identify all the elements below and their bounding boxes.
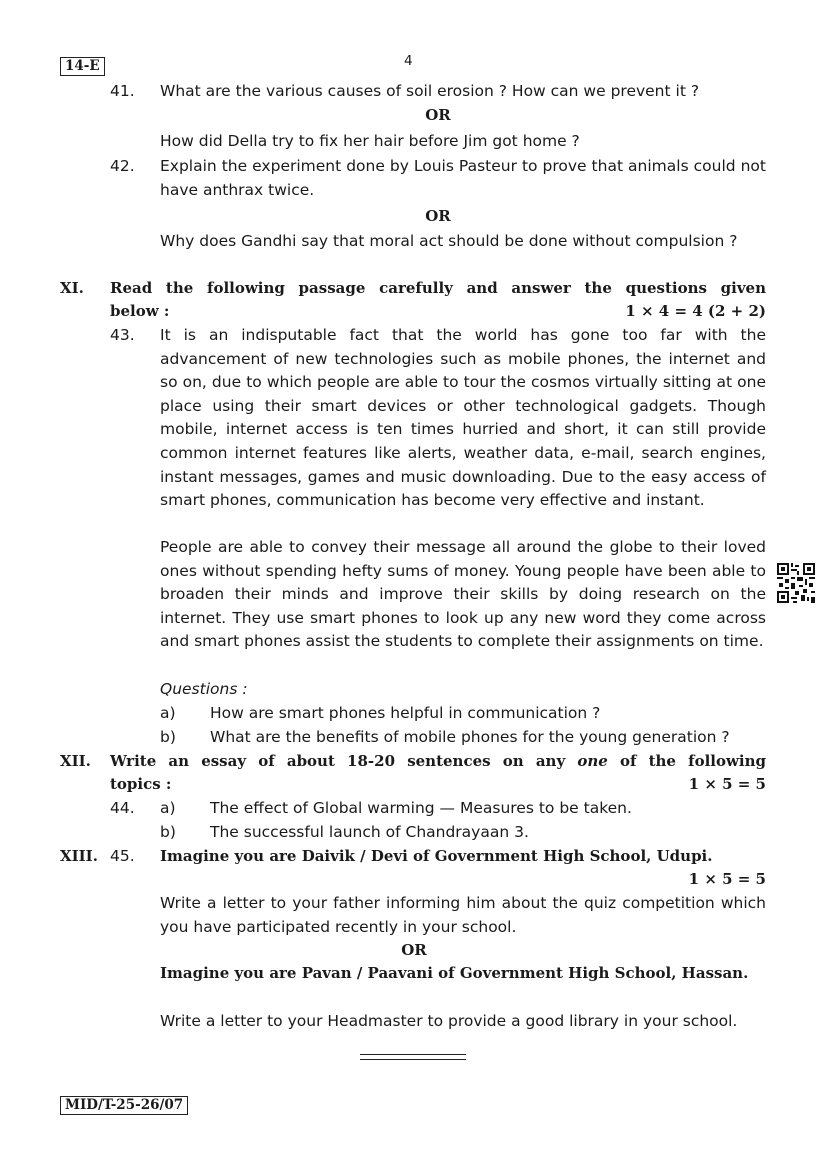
question-43-a-text: How are smart phones helpful in communication ? — [210, 704, 601, 722]
passage-paragraph-2: People are able to convey their message all around the globe to their loved ones without spending hefty sums of money. Young people have been able to broaden their minds and improve their skills by doing research on the internet. They use smart phones to look up any new word they come across and smart phones assist the students to complete their assignments on time. — [160, 538, 766, 651]
section-xii-instruction-cont: topics : — [110, 775, 172, 793]
q41-or: OR — [425, 106, 451, 124]
question-42-alternative: Why does Gandhi say that moral act should be done without compulsion ? — [160, 232, 738, 250]
question-45-task-2: Write a letter to your Headmaster to provide a good library in your school. — [160, 1012, 738, 1030]
end-rule — [360, 1054, 466, 1060]
qr-code-icon — [777, 563, 815, 603]
question-45-prompt-2: Imagine you are Pavan / Paavani of Government High School, Hassan. — [160, 964, 749, 982]
question-number-42: 42. — [110, 157, 135, 175]
questions-label: Questions : — [160, 680, 248, 698]
question-number-44: 44. — [110, 799, 135, 817]
section-xi-instruction-cont: below : — [110, 302, 170, 320]
section-xii-numeral: XII. — [60, 752, 91, 770]
section-xi-instruction: Read the following passage carefully and answer the questions given — [110, 279, 766, 297]
passage-paragraph-1: It is an indisputable fact that the world has gone too far with the advancement of new technologies such as mobile phones, the internet and so on, due to which people are able to tour the cosmos virtually sitting at one place using their smart devices or other technological gadgets. Though mobile, internet access is ten times hurried and short, it can still provide common internet features like alerts, weather data, e-mail, search engines, instant messages, games and music downloading. Due to the easy access of smart phones, communication has become very effective and instant. — [160, 326, 766, 510]
section-xiii-numeral: XIII. — [60, 847, 98, 865]
section-xii-marks: 1 × 5 = 5 — [688, 775, 766, 793]
question-41-text: What are the various causes of soil erosion ? How can we prevent it ? — [160, 82, 700, 100]
footer-code-box: MID/T-25-26/07 — [60, 1096, 188, 1115]
question-43-a-letter: a) — [160, 704, 176, 722]
emphasis-one: one — [577, 752, 608, 770]
question-45-task-1: Write a letter to your father informing him about the quiz competition which you have participated recently in your school. — [160, 894, 766, 936]
section-xiii-marks: 1 × 5 = 5 — [688, 870, 766, 888]
question-43-b-text: What are the benefits of mobile phones for the young generation ? — [210, 728, 730, 746]
question-44-a-letter: a) — [160, 799, 176, 817]
question-43-b-letter: b) — [160, 728, 176, 746]
question-number-45: 45. — [110, 847, 135, 865]
question-45-prompt-1: Imagine you are Daivik / Devi of Government High School, Udupi. — [160, 847, 713, 865]
section-xi-marks: 1 × 4 = 4 (2 + 2) — [625, 302, 766, 320]
q42-or: OR — [425, 207, 451, 225]
q45-or: OR — [401, 941, 427, 959]
question-number-41: 41. — [110, 82, 135, 100]
question-44-a-text: The effect of Global warming — Measures to be taken. — [210, 799, 632, 817]
page-number: 4 — [404, 53, 413, 69]
question-42-text: Explain the experiment done by Louis Pasteur to prove that animals could not have anthrax twice. — [160, 157, 766, 199]
question-41-alternative: How did Della try to fix her hair before Jim got home ? — [160, 132, 580, 150]
paper-code-box: 14-E — [60, 57, 105, 76]
question-44-b-text: The successful launch of Chandrayaan 3. — [210, 823, 529, 841]
question-number-43: 43. — [110, 326, 135, 344]
section-xi-numeral: XI. — [60, 279, 84, 297]
section-xii-instruction: Write an essay of about 18-20 sentences on any one of the following — [110, 752, 766, 770]
question-44-b-letter: b) — [160, 823, 176, 841]
